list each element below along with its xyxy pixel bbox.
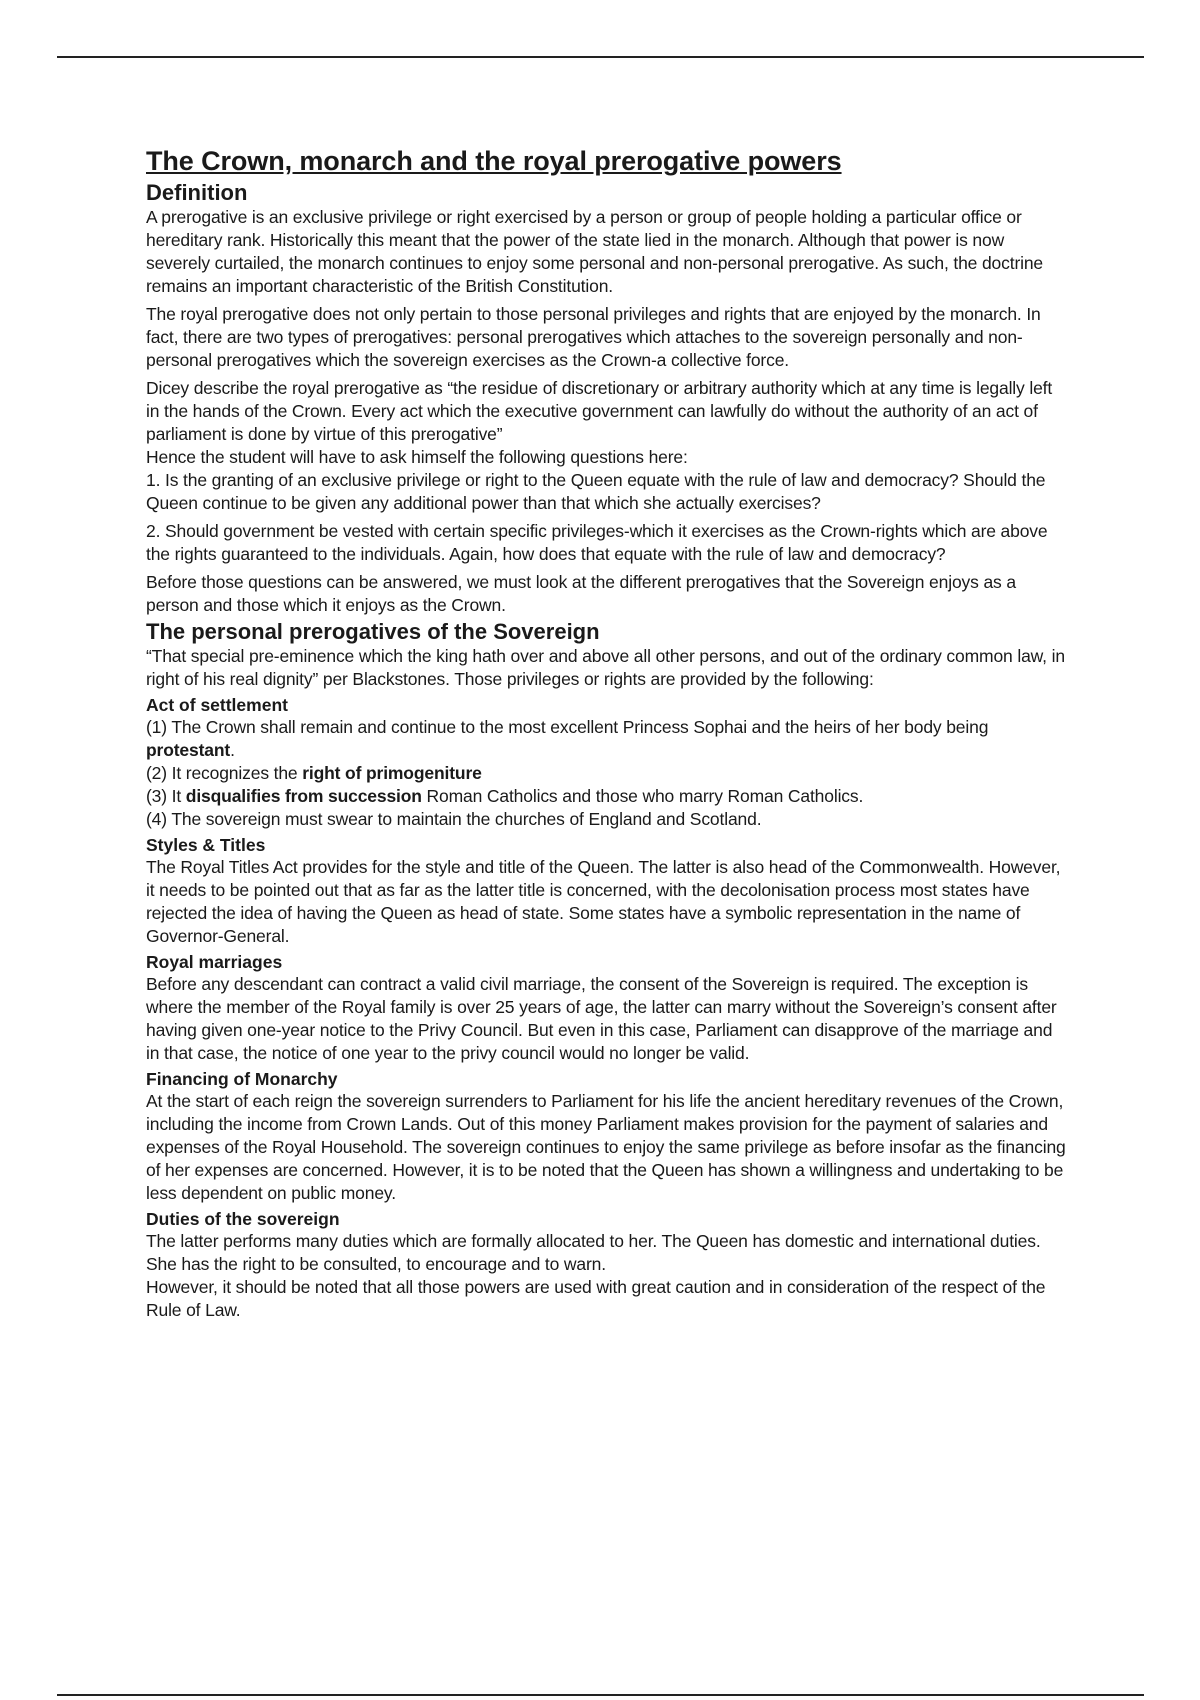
settlement-item-2-emphasis: right of primogeniture xyxy=(302,763,482,783)
settlement-item-2-text: (2) It recognizes the xyxy=(146,763,303,783)
styles-titles-paragraph: The Royal Titles Act provides for the style and title of the Queen. The latter is also head of the Commonwealth. However, it needs to be pointed out that as far as the latter title is concerned, with the decolonisation process most states have rejected the idea of having the Queen as head of state. Some states have a symbolic representation in the name of Governor-General. xyxy=(146,857,1061,946)
settlement-item-1-text: (1) The Crown shall remain and continue to the most excellent Princess Sophai and the heirs of her body being xyxy=(146,717,989,737)
duties-heading: Duties of the sovereign xyxy=(146,1209,340,1229)
definition-paragraph-4: Hence the student will have to ask himself the following questions here: xyxy=(146,447,688,467)
definition-paragraph-3: Dicey describe the royal prerogative as “the residue of discretionary or arbitrary authority which at any time is legally left in the hands of the Crown. Every act which the executive government can lawfully do without the authority of an act of parliament is done by virtue of this prerogative” xyxy=(146,378,1053,444)
document-body xyxy=(146,145,1066,1322)
duties-paragraph-2: However, it should be noted that all those powers are used with great caution and in consideration of the respect of the Rule of Law. xyxy=(146,1277,1046,1320)
question-2: 2. Should government be vested with certain specific privileges-which it exercises as the Crown-rights which are above the rights guaranteed to the individuals. Again, how does that equate with the rule of law and democracy? xyxy=(146,521,1048,564)
settlement-item-4: (4) The sovereign must swear to maintain the churches of England and Scotland. xyxy=(146,809,762,829)
top-rule xyxy=(57,56,1144,58)
settlement-item-3 xyxy=(146,785,1066,808)
personal-prerogatives-heading: The personal prerogatives of the Sovereign xyxy=(146,619,600,644)
settlement-item-3-end: Roman Catholics and those who marry Roman Catholics. xyxy=(421,786,864,806)
definition-heading: Definition xyxy=(146,180,248,205)
definition-paragraph-1: A prerogative is an exclusive privilege or right exercised by a person or group of people holding a particular office or hereditary rank. Historically this meant that the power of the state lied in the monarch. Although that power is now severely curtailed, the monarch continues to enjoy some personal and non-personal prerogative. As such, the doctrine remains an important characteristic of the British Constitution. xyxy=(146,207,1044,296)
financing-paragraph: At the start of each reign the sovereign surrenders to Parliament for his life the ancient hereditary revenues of the Crown, including the income from Crown Lands. Out of this money Parliament makes provision for the payment of salaries and expenses of the Royal Household. The sovereign continues to enjoy the same privilege as before insofar as the financing of her expenses are concerned. However, it is to be noted that the Queen has shown a willingness and undertaking to be less dependent on public money. xyxy=(146,1091,1066,1203)
financing-heading: Financing of Monarchy xyxy=(146,1069,338,1089)
question-1: 1. Is the granting of an exclusive privilege or right to the Queen equate with the rule of law and democracy? Should the Queen continue to be given any additional power than that which she actually exercises? xyxy=(146,470,1046,513)
royal-marriages-paragraph: Before any descendant can contract a valid civil marriage, the consent of the Sovereign is required. The exception is where the member of the Royal family is over 25 years of age, the latter can marry without the Sovereign’s consent after having given one-year notice to the Privy Council. But even in this case, Parliament can disapprove of the marriage and in that case, the notice of one year to the privy council would no longer be valid. xyxy=(146,974,1057,1063)
personal-intro: “That special pre-eminence which the king hath over and above all other persons, and out of the ordinary common law, in right of his real dignity” per Blackstones. Those privileges or rights are provided by the following: xyxy=(146,646,1065,689)
settlement-item-3-text: (3) It xyxy=(146,786,186,806)
settlement-item-2 xyxy=(146,762,1066,785)
settlement-item-1-end: . xyxy=(230,740,235,760)
duties-paragraph-1: The latter performs many duties which are formally allocated to her. The Queen has domestic and international duties. She has the right to be consulted, to encourage and to warn. xyxy=(146,1231,1041,1274)
settlement-item-3-emphasis: disqualifies from succession xyxy=(185,786,422,806)
document-title: The Crown, monarch and the royal prerogative powers xyxy=(146,146,842,176)
settlement-item-1 xyxy=(146,716,1066,762)
settlement-item-1-emphasis: protestant xyxy=(146,740,231,760)
styles-titles-heading: Styles & Titles xyxy=(146,835,266,855)
act-of-settlement-heading: Act of settlement xyxy=(146,695,288,715)
bottom-rule xyxy=(57,1694,1144,1696)
definition-paragraph-5: Before those questions can be answered, we must look at the different prerogatives that the Sovereign enjoys as a person and those which it enjoys as the Crown. xyxy=(146,572,1016,615)
royal-marriages-heading: Royal marriages xyxy=(146,952,283,972)
definition-paragraph-2: The royal prerogative does not only pertain to those personal privileges and rights that are enjoyed by the monarch. In fact, there are two types of prerogatives: personal prerogatives which attaches to the sovereign personally and non-personal prerogatives which the sovereign exercises as the Crown-a collective force. xyxy=(146,304,1041,370)
